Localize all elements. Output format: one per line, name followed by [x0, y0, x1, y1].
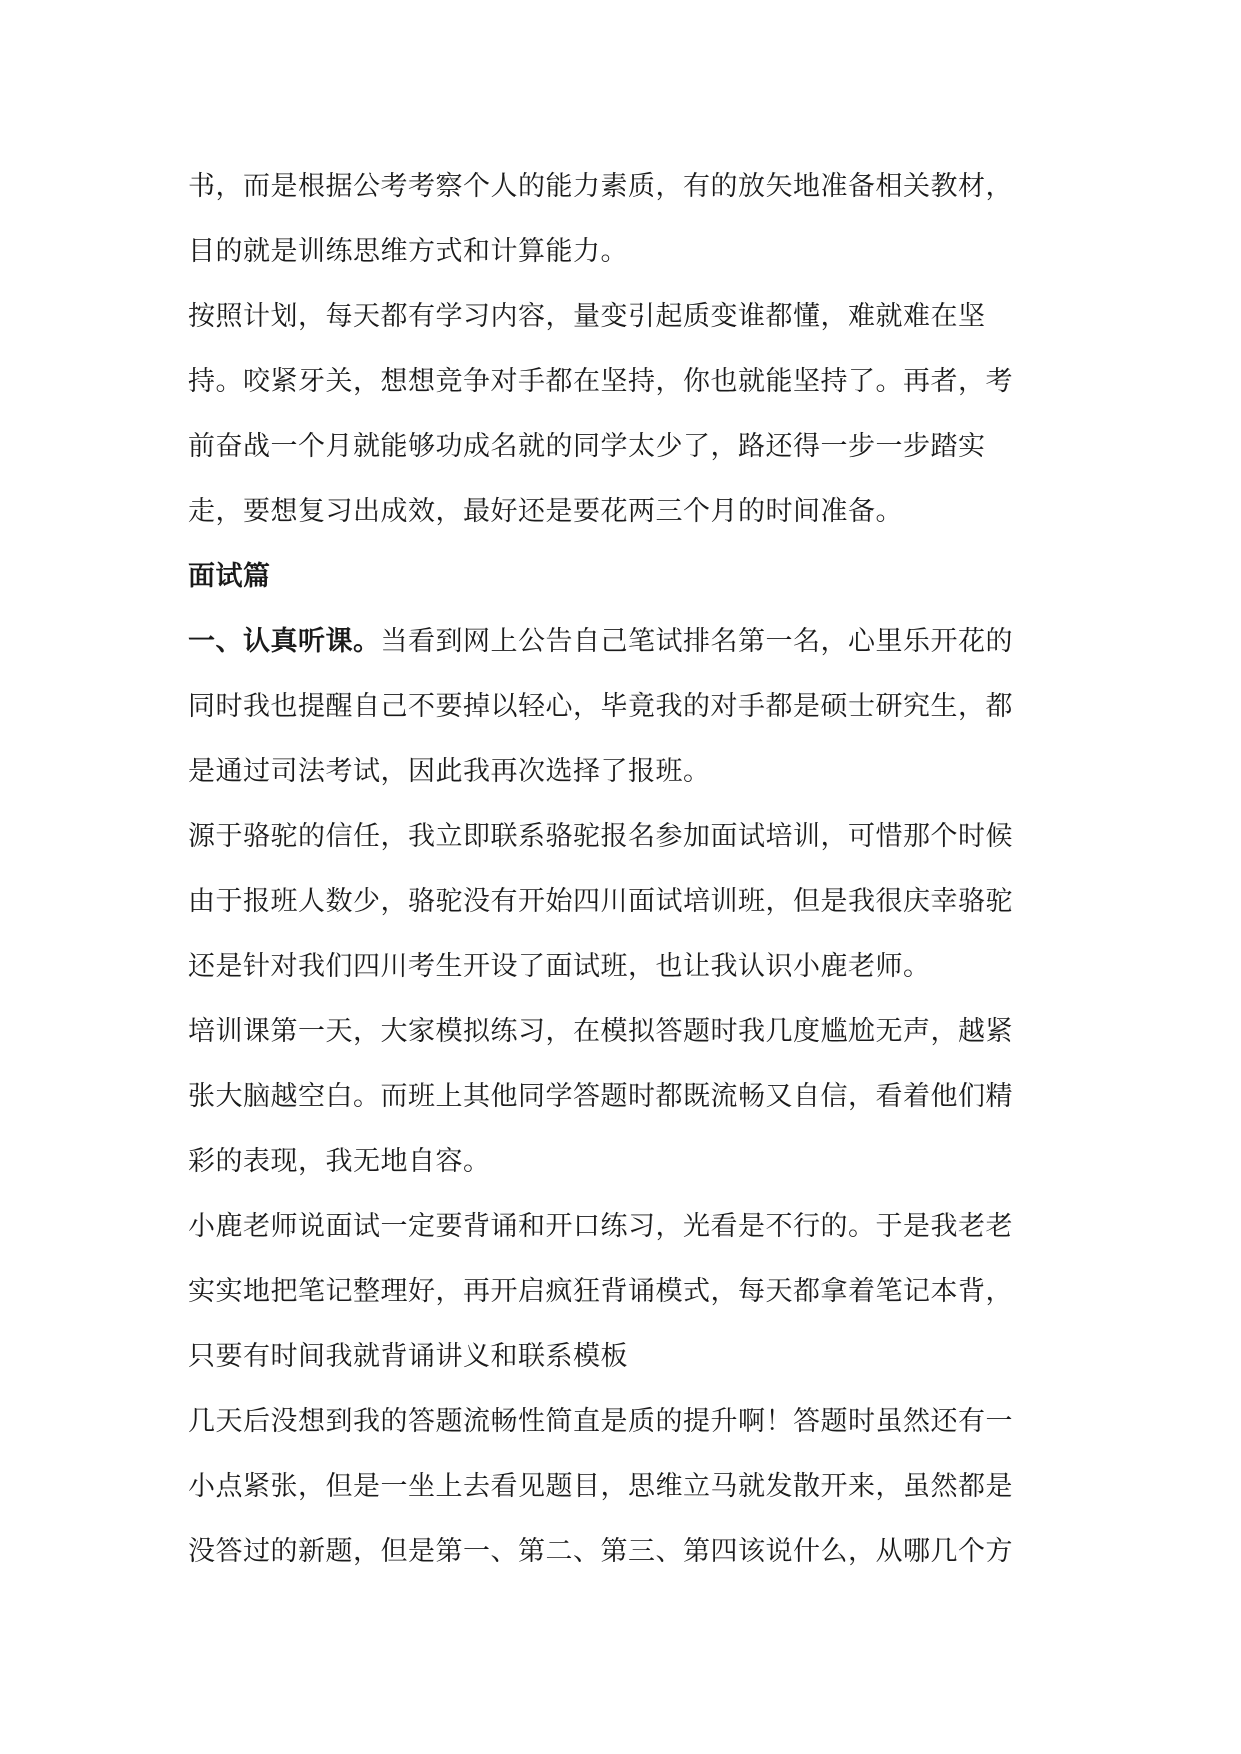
paragraph-line: 书，而是根据公考考察个人的能力素质，有的放矢地准备相关教材，: [188, 171, 1013, 202]
paragraph-line: 实实地把笔记整理好，再开启疯狂背诵模式，每天都拿着笔记本背，: [188, 1276, 1013, 1307]
paragraph-line: 同时我也提醒自己不要掉以轻心，毕竟我的对手都是硕士研究生，都: [188, 691, 1013, 722]
document-body: [188, 154, 1048, 1584]
paragraph-line: 走，要想复习出成效，最好还是要花两三个月的时间准备。: [188, 496, 903, 527]
paragraph-line: 一、认真听课。当看到网上公告自己笔试排名第一名，心里乐开花的: [188, 626, 1013, 657]
paragraph-line: 张大脑越空白。而班上其他同学答题时都既流畅又自信，看着他们精: [188, 1081, 1013, 1112]
paragraph-line: 几天后没想到我的答题流畅性简直是质的提升啊！答题时虽然还有一: [188, 1406, 1013, 1437]
numbered-point-title: 一、认真听课。: [188, 626, 381, 657]
paragraph-line: 前奋战一个月就能够功成名就的同学太少了，路还得一步一步踏实: [188, 431, 986, 462]
paragraph-line: 小鹿老师说面试一定要背诵和开口练习，光看是不行的。于是我老老: [188, 1211, 1013, 1242]
paragraph-line: 小点紧张，但是一坐上去看见题目，思维立马就发散开来，虽然都是: [188, 1471, 1013, 1502]
section-heading: 面试篇: [188, 561, 271, 592]
paragraph-line: 持。咬紧牙关，想想竞争对手都在坚持，你也就能坚持了。再者，考: [188, 366, 1013, 397]
paragraph-line: 源于骆驼的信任，我立即联系骆驼报名参加面试培训，可惜那个时候: [188, 821, 1013, 852]
paragraph-line: 彩的表现，我无地自容。: [188, 1146, 491, 1177]
paragraph-line: 按照计划，每天都有学习内容，量变引起质变谁都懂，难就难在坚: [188, 301, 986, 332]
paragraph-line: 由于报班人数少，骆驼没有开始四川面试培训班，但是我很庆幸骆驼: [188, 886, 1013, 917]
paragraph-line: 没答过的新题，但是第一、第二、第三、第四该说什么，从哪几个方: [188, 1536, 1013, 1567]
paragraph-line: 还是针对我们四川考生开设了面试班，也让我认识小鹿老师。: [188, 951, 931, 982]
paragraph-line: 目的就是训练思维方式和计算能力。: [188, 236, 628, 267]
paragraph-line: 只要有时间我就背诵讲义和联系模板: [188, 1341, 628, 1372]
paragraph-line: 是通过司法考试，因此我再次选择了报班。: [188, 756, 711, 787]
paragraph-line: 培训课第一天，大家模拟练习，在模拟答题时我几度尴尬无声，越紧: [188, 1016, 1013, 1047]
